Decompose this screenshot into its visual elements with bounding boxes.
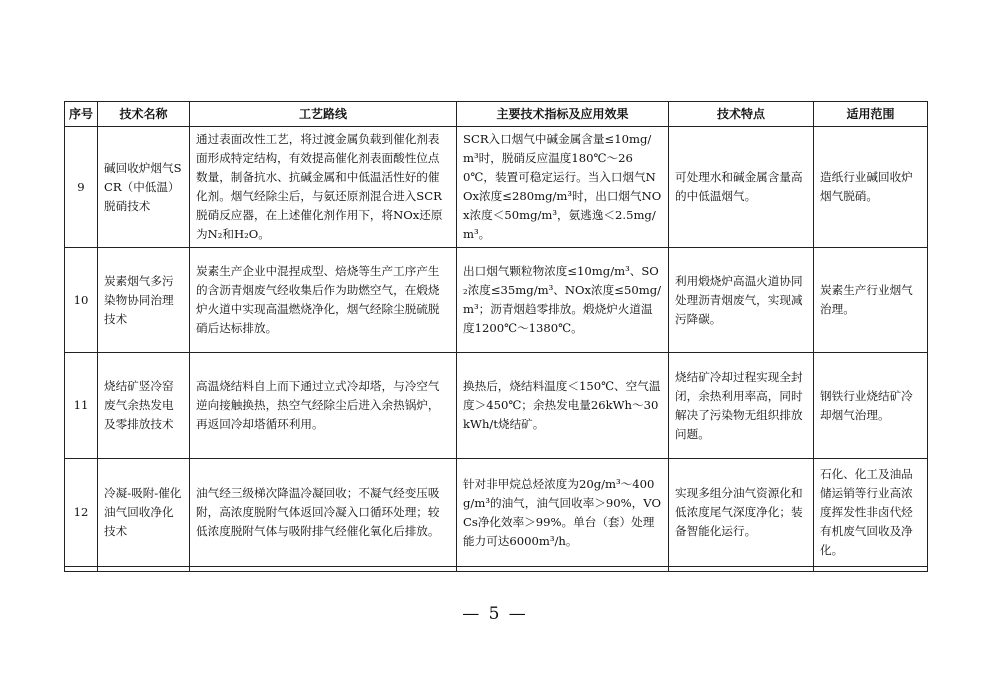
cell-features: 可处理水和碱金属含量高的中低温烟气。 — [669, 127, 814, 248]
header-scope: 适用范围 — [814, 102, 928, 127]
cell-scope: 石化、化工及油品储运销等行业高浓度挥发性非卤代烃有机废气回收及净化。 — [814, 459, 928, 567]
table-row — [65, 459, 928, 567]
cell-tech-name: 冷凝-吸附-催化油气回收净化技术 — [98, 459, 190, 567]
page-number: — 5 — — [462, 604, 528, 624]
cell-scope: 造纸行业碱回收炉烟气脱硝。 — [814, 127, 928, 248]
cell-features: 利用煅烧炉高温火道协同处理沥青烟废气，实现减污降碳。 — [669, 248, 814, 353]
cell-indicators: 换热后，烧结料温度＜150℃、空气温度＞450℃；余热发电量26kWh～30kWh/t烧结矿。 — [457, 353, 669, 459]
header-process-route: 工艺路线 — [190, 102, 457, 127]
cell-tech-name: 烧结矿竖冷窑废气余热发电及零排放技术 — [98, 353, 190, 459]
cell-features: 烧结矿冷却过程实现全封闭，余热利用率高，同时解决了污染物无组织排放问题。 — [669, 353, 814, 459]
technology-table — [64, 101, 928, 572]
header-indicators: 主要技术指标及应用效果 — [457, 102, 669, 127]
cell-serial-no: 9 — [65, 127, 98, 248]
cell-process-route: 炭素生产企业中混捏成型、焙烧等生产工序产生的含沥青烟废气经收集后作为助燃空气，在煅烧炉火道中实现高温燃烧净化，烟气经除尘脱硫脱硝后达标排放。 — [190, 248, 457, 353]
header-tech-name: 技术名称 — [98, 102, 190, 127]
cell-serial-no: 10 — [65, 248, 98, 353]
table-header-row — [65, 102, 928, 127]
cell-serial-no: 12 — [65, 459, 98, 567]
cell-scope: 炭素生产行业烟气治理。 — [814, 248, 928, 353]
cell-indicators: 出口烟气颗粒物浓度≤10mg/m³、SO₂浓度≤35mg/m³、NOx浓度≤50mg/m³；沥青烟趋零排放。煅烧炉火道温度1200℃～1380℃。 — [457, 248, 669, 353]
table-row — [65, 248, 928, 353]
cell-serial-no: 11 — [65, 353, 98, 459]
cell-indicators: 针对非甲烷总烃浓度为20g/m³～400g/m³的油气，油气回收率＞90%，VOCs净化效率＞99%。单台（套）处理能力可达6000m³/h。 — [457, 459, 669, 567]
cell-tech-name: 炭素烟气多污染物协同治理技术 — [98, 248, 190, 353]
table-bottom-spacer — [65, 567, 928, 572]
table-row — [65, 127, 928, 248]
cell-indicators: SCR入口烟气中碱金属含量≤10mg/m³时，脱硝反应温度180℃～260℃，装置可稳定运行。当入口烟气NOx浓度≤280mg/m³时，出口烟气NOx浓度＜50mg/m³，氨逃逸＜2.5mg/m³。 — [457, 127, 669, 248]
table-row — [65, 353, 928, 459]
cell-process-route: 高温烧结料自上而下通过立式冷却塔，与冷空气逆向接触换热，热空气经除尘后进入余热锅炉，再返回冷却塔循环利用。 — [190, 353, 457, 459]
cell-process-route: 油气经三级梯次降温冷凝回收；不凝气经变压吸附，高浓度脱附气体返回冷凝入口循环处理；较低浓度脱附气体与吸附排气经催化氧化后排放。 — [190, 459, 457, 567]
cell-process-route: 通过表面改性工艺，将过渡金属负载到催化剂表面形成特定结构，有效提高催化剂表面酸性位点数量，制备抗水、抗碱金属和中低温活性好的催化剂。烟气经除尘后，与氨还原剂混合进入SCR脱硝反应器，在上述催化剂作用下，将NOx还原为N₂和H₂O。 — [190, 127, 457, 248]
cell-tech-name: 碱回收炉烟气SCR（中低温）脱硝技术 — [98, 127, 190, 248]
header-features: 技术特点 — [669, 102, 814, 127]
cell-scope: 钢铁行业烧结矿冷却烟气治理。 — [814, 353, 928, 459]
cell-features: 实现多组分油气资源化和低浓度尾气深度净化；装备智能化运行。 — [669, 459, 814, 567]
header-serial-no: 序号 — [65, 102, 98, 127]
